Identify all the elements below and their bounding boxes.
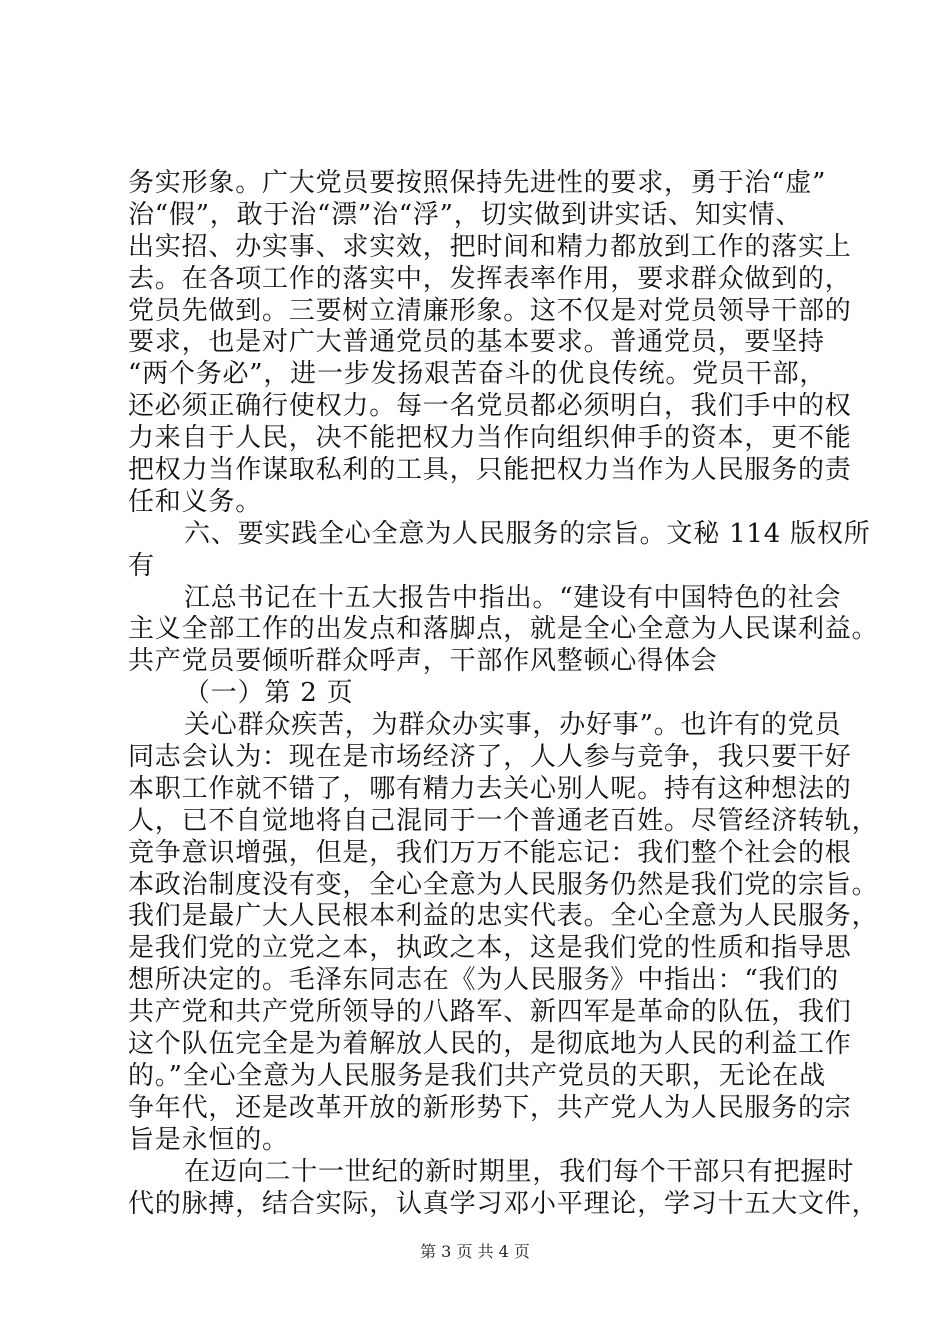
text-line: 竞争意识增强，但是，我们万万不能忘记：我们整个社会的根 (128, 837, 852, 868)
text-line: 代的脉搏，结合实际，认真学习邓小平理论，学习十五大文件， (128, 1188, 879, 1219)
text-line: 想所决定的。毛泽东同志在《为人民服务》中指出：“我们的 (128, 965, 839, 996)
text-line: “两个务必”，进一步发扬艰苦奋斗的优良传统。党员干部， (128, 359, 827, 390)
text-line: 本职工作就不错了，哪有精力去关心别人呢。持有这种想法的 (128, 773, 852, 804)
text-line: 把权力当作谋取私利的工具，只能把权力当作为人民服务的责 (128, 455, 852, 486)
text-line: 力来自于人民，决不能把权力当作向组织伸手的资本，更不能 (128, 423, 852, 454)
text-line: 人，已不自觉地将自己混同于一个普通老百姓。尽管经济转轨， (128, 805, 879, 836)
text-line: 这个队伍完全是为着解放人民的，是彻底地为人民的利益工作 (128, 1029, 852, 1060)
text-line: 有 (128, 550, 155, 581)
text-line: 去。在各项工作的落实中，发挥表率作用，要求群众做到的， (128, 263, 852, 294)
text-line: 党员先做到。三要树立清廉形象。这不仅是对党员领导干部的 (128, 295, 852, 326)
text-line: 旨是永恒的。 (128, 1124, 289, 1155)
text-line: 本政治制度没有变，全心全意为人民服务仍然是我们党的宗旨。 (128, 869, 879, 900)
text-line: 争年代，还是改革开放的新形势下，共产党人为人民服务的宗 (128, 1092, 852, 1123)
text-line: 主义全部工作的出发点和落脚点，就是全心全意为人民谋利益。 (128, 614, 879, 645)
text-line: 在迈向二十一世纪的新时期里，我们每个干部只有把握时 (184, 1156, 855, 1187)
text-line: 同志会认为：现在是市场经济了，人人参与竞争，我只要干好 (128, 742, 852, 773)
text-line: 江总书记在十五大报告中指出。“建设有中国特色的社会 (184, 582, 842, 613)
text-line: 还必须正确行使权力。每一名党员都必须明白，我们手中的权 (128, 391, 852, 422)
text-line: 务实形象。广大党员要按照保持先进性的要求，勇于治“虚” (128, 168, 827, 198)
document-body (128, 168, 879, 1220)
text-line: （一）第 2 页 (184, 678, 354, 709)
text-line: 治“假”，敢于治“漂”治“浮”，切实做到讲实话、知实情、 (128, 199, 803, 230)
text-line: 是我们党的立党之本，执政之本，这是我们党的性质和指导思 (128, 933, 852, 964)
text-line: 我们是最广大人民根本利益的忠实代表。全心全意为人民服务， (128, 901, 879, 932)
text-line: 任和义务。 (128, 486, 263, 517)
text-line: 六、要实践全心全意为人民服务的宗旨。文秘 114 版权所 (184, 518, 871, 549)
text-line: 出实招、办实事、求实效，把时间和精力都放到工作的落实上 (128, 231, 852, 262)
text-line: 要求，也是对广大普通党员的基本要求。普通党员，要坚持 (128, 327, 825, 358)
text-line: 共产党员要倾听群众呼声，干部作风整顿心得体会 (128, 646, 718, 677)
text-line: 关心群众疾苦，为群众办实事，办好事”。也许有的党员 (184, 710, 842, 741)
text-line: 共产党和共产党所领导的八路军、新四军是革命的队伍，我们 (128, 997, 852, 1028)
text-line: 的。”全心全意为人民服务是我们共产党员的天职，无论在战 (128, 1060, 826, 1091)
page-footer: 第 3 页 共 4 页 (420, 1242, 530, 1261)
